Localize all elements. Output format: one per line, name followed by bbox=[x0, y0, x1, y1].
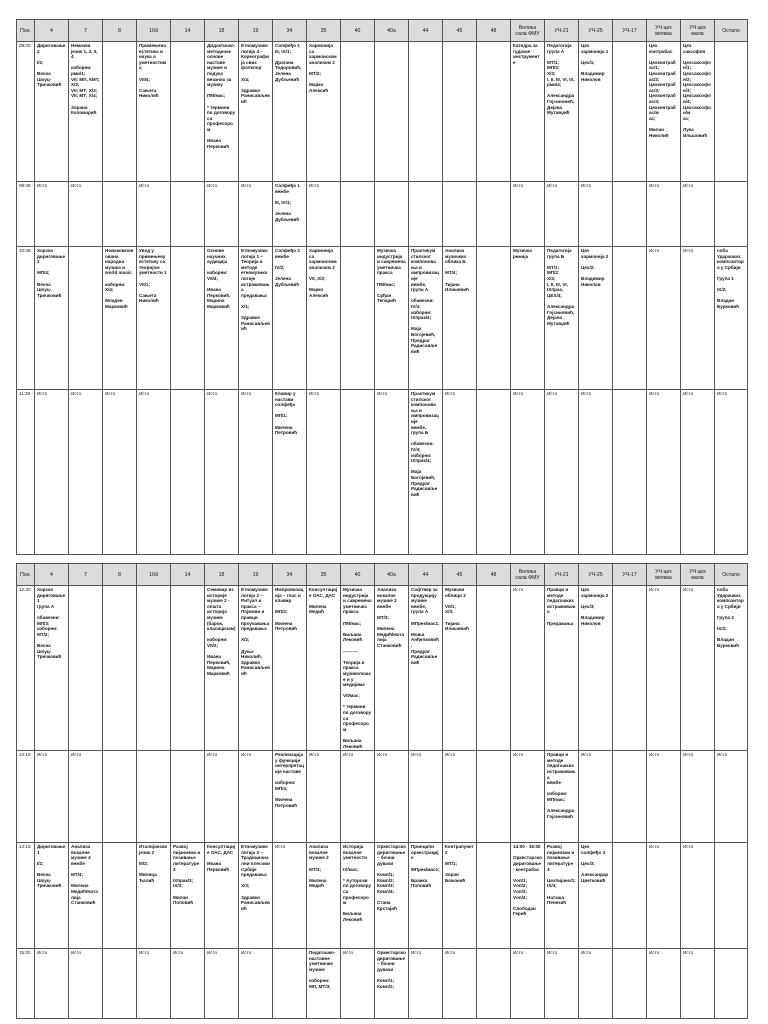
schedule-cell bbox=[69, 247, 103, 390]
schedule-cell: Примењена естетика и наука о уметностима VII/4; Сањета Николић bbox=[137, 42, 171, 182]
column-header: Остало bbox=[715, 20, 748, 42]
column-header: УЧ цех велика bbox=[647, 20, 681, 42]
column-header: УЧ-25 bbox=[579, 564, 613, 586]
time-cell: 13:15 bbox=[17, 751, 35, 843]
schedule-cell: Исто bbox=[511, 949, 545, 1019]
schedule-cell bbox=[477, 182, 511, 247]
schedule-cell bbox=[103, 586, 137, 751]
schedule-cell: Италијански језик 2 III/2; Милица Ћалић bbox=[137, 843, 171, 949]
schedule-cell bbox=[613, 949, 647, 1019]
schedule-cell bbox=[103, 751, 137, 843]
table-row bbox=[17, 843, 748, 949]
column-header: 45 bbox=[443, 564, 477, 586]
schedule-cell bbox=[103, 182, 137, 247]
schedule-cell: Цех солфеђо 3 Цех/3; Александар Цветковић bbox=[579, 843, 613, 949]
column-header: Велика сала ФМУ bbox=[511, 564, 545, 586]
schedule-cell: Солфеђо 1 III, IX/1; Драгана Тодоровић, Јелена Дубљевић bbox=[273, 42, 307, 182]
table-row bbox=[17, 42, 748, 182]
schedule-cell: Исто bbox=[511, 182, 545, 247]
schedule-cell: 14:00 - 16:00 Оркестарско дириговање - контрабас Vоп/1; Vоп/2; Vоп/3; Vоп/4; Слободан Герић bbox=[511, 843, 545, 949]
schedule-cell: Исто bbox=[205, 390, 239, 555]
schedule-cell: Исто bbox=[341, 949, 375, 1019]
time-cell: 12:30 bbox=[17, 586, 35, 751]
schedule-cell bbox=[103, 949, 137, 1019]
column-header: Велика сала ФМУ bbox=[511, 20, 545, 42]
schedule-cell: Дириговање 2 I/2; Весна Шоуц-Тричковић bbox=[35, 42, 69, 182]
schedule-cell bbox=[409, 42, 443, 182]
schedule-cell: Исто bbox=[69, 182, 103, 247]
schedule-cell bbox=[477, 949, 511, 1019]
schedule-cell: Исто bbox=[341, 751, 375, 843]
schedule-cell: Анализа музичких облика Б МТ/4; Тијана Илишевић bbox=[443, 247, 477, 390]
table-row bbox=[17, 390, 748, 555]
time-cell: 09:45 bbox=[17, 182, 35, 247]
schedule-cell bbox=[171, 42, 205, 182]
schedule-cell: Исто bbox=[647, 586, 681, 751]
schedule-cell: Исто bbox=[205, 949, 239, 1019]
schedule-cell: Исто bbox=[681, 843, 715, 949]
schedule-cell: Развој пијанизма и позивање литературе 3 Цехпијано/1; IX/4; Наташа Пенезић bbox=[545, 843, 579, 949]
schedule-cell: Консултације ОАС, ДАС Милена Медић bbox=[307, 586, 341, 751]
table-row bbox=[17, 586, 748, 751]
schedule-cell: Импровизација – глас и клавир МП/2; Милена Петровић bbox=[273, 586, 307, 751]
column-header: Пон. bbox=[17, 564, 35, 586]
schedule-cell: Исто bbox=[69, 390, 103, 555]
column-header: 14 bbox=[171, 20, 205, 42]
schedule-cell: Исто bbox=[239, 949, 273, 1019]
schedule-cell bbox=[613, 843, 647, 949]
schedule-cell bbox=[409, 182, 443, 247]
schedule-cell: Практикум стилског компоновања и импровизације вежбе, група Б обавезни: IV/4; изборни: IXпрак/4; Маја Богојевић, Предраг Радисављевић bbox=[409, 390, 443, 555]
schedule-cell bbox=[171, 586, 205, 751]
schedule-cell bbox=[477, 586, 511, 751]
schedule-cell: Цех хармонија 2 Цех/2; Владимир Николов bbox=[579, 247, 613, 390]
schedule-cell bbox=[341, 247, 375, 390]
schedule-cell: Исто bbox=[681, 949, 715, 1019]
column-header: 45 bbox=[443, 20, 477, 42]
schedule-cell: Исто bbox=[205, 751, 239, 843]
schedule-cell: Исто bbox=[239, 751, 273, 843]
schedule-cell bbox=[715, 843, 748, 949]
schedule-cell: Исто bbox=[681, 182, 715, 247]
schedule-cell: Исто bbox=[511, 751, 545, 843]
schedule-cell: Хармонија са хармонском анализом 2 МТ/2; Марко Алексић bbox=[307, 42, 341, 182]
column-header: 7 bbox=[69, 564, 103, 586]
schedule-cell: Увод у примењену естетику са теоријом уметности 1 VII/1; Сањета Николић bbox=[137, 247, 171, 390]
schedule-cell bbox=[375, 182, 409, 247]
column-header: УЧ-17 bbox=[613, 564, 647, 586]
table-row bbox=[17, 247, 748, 390]
schedule-cell bbox=[715, 182, 748, 247]
schedule-cell: Музички облици 2 VII/1; X/3; Тијана Илишевић bbox=[443, 586, 477, 751]
schedule-cell: Исто bbox=[35, 949, 69, 1019]
column-header: 14 bbox=[171, 564, 205, 586]
schedule-cell: Хорско дириговање 2 МП/4; Весна Шоуц-Тричковић bbox=[35, 247, 69, 390]
schedule-sheet-2 bbox=[16, 563, 747, 1019]
schedule-cell bbox=[171, 390, 205, 555]
schedule-cell: Исто bbox=[409, 751, 443, 843]
column-header: 48 bbox=[477, 20, 511, 42]
schedule-cell bbox=[613, 247, 647, 390]
column-header: 34 bbox=[273, 20, 307, 42]
schedule-cell: Исто bbox=[443, 949, 477, 1019]
schedule-cell: Исто bbox=[681, 247, 715, 390]
schedule-cell: Исто bbox=[715, 751, 748, 843]
schedule-cell: Анализа вокалне музике 4 вежбе МТ/4; Милена Медић/Ната лија Станковић bbox=[69, 843, 103, 949]
schedule-cell: Исто bbox=[103, 390, 137, 555]
schedule-cell: Немачки језик 1, 2, 3, 4 изборни: рми/1; VII; МП, КМТ, X/2; VII; МТ; X/3; VII; МТ; X/4; Зорана Коломарић bbox=[69, 42, 103, 182]
schedule-cell bbox=[613, 586, 647, 751]
schedule-cell bbox=[341, 42, 375, 182]
schedule-cell: Исто bbox=[239, 390, 273, 555]
schedule-cell: Хорско дириговање 1 група А обавезни: МП/3; изборни: МТ/2; Весна Шоуц-Тричковић bbox=[35, 586, 69, 751]
schedule-cell: Исто bbox=[715, 390, 748, 555]
table-row bbox=[17, 182, 748, 247]
column-header: 19 bbox=[239, 564, 273, 586]
schedule-cell: Оркестарско дириговање – бочни дувачи Комп/1; Комп/2; bbox=[375, 949, 409, 1019]
schedule-cell: Исто bbox=[647, 390, 681, 555]
schedule-cell: Солфеђо 1 вежбе III, IX/1; Јелена Дубљевић bbox=[273, 182, 307, 247]
schedule-cell: Реализација у функцији интерпретације наставе изборни: МП/4; Милена Петровић bbox=[273, 751, 307, 843]
column-header: 44 bbox=[409, 564, 443, 586]
column-header: 19 bbox=[239, 20, 273, 42]
schedule-cell: Солфеђо 2 вежбе IV/2; Јелена Дубљевић bbox=[273, 247, 307, 390]
schedule-cell bbox=[613, 182, 647, 247]
schedule-cell: Исто bbox=[681, 390, 715, 555]
schedule-cell: Етномузикологија 2 – Ритуал и пракса – Појмови и правци проучавања предавања X/2; Дуња Николић, Здравко Ранисављевић bbox=[239, 586, 273, 751]
schedule-cell: Цех контрабас Цехконтрабас/1; Цехконтрабас/2; Цехконтрабас/3; Цехконтрабас/4; Цехконтрабас/м ас; Милан Николић bbox=[647, 42, 681, 182]
schedule-cell bbox=[477, 247, 511, 390]
schedule-cell: Практикум стилског компоновања и импровизације вежбе, група А обавезни: IV/4; изборни: IXпрак/4; Маја Богојевић, Предраг Радисављевић bbox=[409, 247, 443, 390]
schedule-cell: Дириговање 1 I/2; Весна Шоуц-Тричковић bbox=[35, 843, 69, 949]
schedule-cell bbox=[171, 751, 205, 843]
schedule-cell: Исто bbox=[647, 751, 681, 843]
schedule-cell: Правци и методе педагошких истраживања вежбе изборни: МП/мас; Александра Гојсиновић bbox=[545, 751, 579, 843]
schedule-cell: Анализа вокалне музике 2 МТ/3; Милена Медић bbox=[307, 843, 341, 949]
schedule-cell: Исто bbox=[579, 390, 613, 555]
schedule-cell: Исто bbox=[69, 751, 103, 843]
column-header: 4 bbox=[35, 564, 69, 586]
schedule-cell: Исто bbox=[137, 390, 171, 555]
schedule-cell: Исто bbox=[579, 751, 613, 843]
schedule-cell bbox=[443, 42, 477, 182]
column-header: Пон. bbox=[17, 20, 35, 42]
schedule-cell: Контрапункт 2 МТ/1; Зоран Божанић bbox=[443, 843, 477, 949]
time-cell: 14:15 bbox=[17, 843, 35, 949]
schedule-cell: Исто bbox=[647, 182, 681, 247]
schedule-table-1 bbox=[16, 19, 748, 555]
column-header: 18 bbox=[205, 564, 239, 586]
schedule-cell bbox=[477, 42, 511, 182]
schedule-cell: Исто bbox=[239, 182, 273, 247]
schedule-cell bbox=[103, 42, 137, 182]
column-header: 7 bbox=[69, 20, 103, 42]
schedule-cell bbox=[613, 751, 647, 843]
schedule-cell bbox=[715, 949, 748, 1019]
schedule-cell bbox=[171, 247, 205, 390]
header-row bbox=[17, 564, 748, 586]
column-header: 40a bbox=[375, 20, 409, 42]
schedule-cell: Исто bbox=[137, 949, 171, 1019]
column-header: 40 bbox=[341, 20, 375, 42]
schedule-cell: Хармонија са хармонском анализом 2 VII, X/2; Марко Алексић bbox=[307, 247, 341, 390]
time-cell: 10:45 bbox=[17, 247, 35, 390]
schedule-cell: Етномузикологија 1 – Теорија и методе етномузикологије истраживања предавања X/1; Здравко Ранисављевић bbox=[239, 247, 273, 390]
schedule-cell: Правци и методе педагошких истраживања Предавања bbox=[545, 586, 579, 751]
schedule-cell: Исто bbox=[545, 182, 579, 247]
schedule-cell bbox=[341, 390, 375, 555]
column-header: УЧ цех мала bbox=[681, 564, 715, 586]
schedule-cell bbox=[137, 586, 171, 751]
schedule-cell: Исто bbox=[545, 390, 579, 555]
schedule-cell: Исто bbox=[375, 390, 409, 555]
schedule-cell bbox=[477, 843, 511, 949]
column-header: 4 bbox=[35, 20, 69, 42]
table-row bbox=[17, 949, 748, 1019]
column-header: 40a bbox=[375, 564, 409, 586]
schedule-cell: Исто bbox=[511, 586, 545, 751]
schedule-cell: Исто bbox=[409, 949, 443, 1019]
schedule-cell bbox=[613, 42, 647, 182]
schedule-cell bbox=[613, 390, 647, 555]
schedule-cell: Исто bbox=[681, 751, 715, 843]
schedule-cell: Дидактичко-методичке основе наставе музике и подука везаних за музику ПМ/мас; * термини по договору са професором Ивана Перковић bbox=[205, 42, 239, 182]
schedule-cell: соба Ударачких композитора у Србији Група 1 IX/2; Владан Бурковић bbox=[715, 247, 748, 390]
schedule-cell: Исто bbox=[579, 949, 613, 1019]
header-row bbox=[17, 20, 748, 42]
schedule-cell: Етномузикологија 4 – Кореографија свих фолклор X/4; Здравко Ранисављевић bbox=[239, 42, 273, 182]
schedule-cell: Исто bbox=[647, 949, 681, 1019]
column-header: 48 bbox=[477, 564, 511, 586]
schedule-cell: Исто bbox=[443, 751, 477, 843]
schedule-cell: Педагогија група Б МТ/1; МП/2; X/3; I, II, III, VI, IXпрак, ЦЕХ/4; Александра Гојсиновић, Дејана Мутавџић bbox=[545, 247, 579, 390]
schedule-cell bbox=[103, 843, 137, 949]
schedule-cell: Исто bbox=[545, 949, 579, 1019]
schedule-cell: Исто bbox=[35, 182, 69, 247]
schedule-cell: Исто bbox=[647, 843, 681, 949]
schedule-cell: Исто bbox=[137, 182, 171, 247]
schedule-cell: Исто bbox=[443, 390, 477, 555]
schedule-cell: Музичка индустрија и савремена уметничка пракса ПМ/мас; Биљана Лековић ---------- Теорија и пракса музиколошке и у медијима VII/мас; * термини по договору са професором Биљана Лековић bbox=[341, 586, 375, 751]
schedule-cell: Исто bbox=[69, 949, 103, 1019]
time-cell: 15:00 bbox=[17, 949, 35, 1019]
schedule-cell: Педагошко-наставне уметничке музике изборни: МП, МТ/3; bbox=[307, 949, 341, 1019]
column-header: УЧ-21 bbox=[545, 564, 579, 586]
schedule-cell: Развој пијанизма и позивање литературе 3 IXпрак/3; IX/3; Милан Поповић bbox=[171, 843, 205, 949]
schedule-cell: Исто bbox=[511, 390, 545, 555]
schedule-cell: Исто bbox=[681, 586, 715, 751]
schedule-cell: Исто bbox=[307, 390, 341, 555]
schedule-cell: Исто bbox=[375, 751, 409, 843]
schedule-cell: Етномузикологија 3 – Традиционални плесови Србије предавања X/3; Здравко Ранисављевић bbox=[239, 843, 273, 949]
schedule-cell: Исто bbox=[273, 843, 307, 949]
time-cell: 09:00 bbox=[17, 42, 35, 182]
schedule-cell: Оркестарско дириговање – бочни дувачи Комп/1; Комп/2; Комп/3; Комп/4; Стана Крстајић bbox=[375, 843, 409, 949]
column-header: Остало bbox=[715, 564, 748, 586]
schedule-cell: Катедра за гудачке инструменте bbox=[511, 42, 545, 182]
schedule-cell bbox=[273, 949, 307, 1019]
column-header: УЧ-17 bbox=[613, 20, 647, 42]
column-header: УЧ-25 bbox=[579, 20, 613, 42]
column-header: 10d bbox=[137, 20, 171, 42]
schedule-cell: Софтвер за продукцију музике вежбе, група А МПрек/мас1; Моња Анђелковић, Предраг Радисављевић bbox=[409, 586, 443, 751]
schedule-cell: Историја вокалне уметности IX/мас; * Ауторски по договору са професором Биљана Лековић bbox=[341, 843, 375, 949]
schedule-cell: соба Ударачких композитора у Србији Група 2 IX/2; Владан Бурковић bbox=[715, 586, 748, 751]
schedule-cell: Новокомпонована народна музика и world music изборни: X/4; Младен Марковић bbox=[103, 247, 137, 390]
schedule-cell: Клавир у настави солфеђа МП/1; Милена Петровић bbox=[273, 390, 307, 555]
schedule-cell bbox=[171, 182, 205, 247]
schedule-cell bbox=[477, 390, 511, 555]
schedule-cell: Исто bbox=[307, 182, 341, 247]
schedule-cell: Исто bbox=[205, 182, 239, 247]
schedule-cell: Исто bbox=[171, 949, 205, 1019]
schedule-cell: Цех хармонија 1 Цех/1; Владимир Николов bbox=[579, 42, 613, 182]
schedule-cell: Семинар из историје музике 2 - општа историја музике (барок, класицизам) изборни: VII/2; Ивана Перковић, Марина Марковић bbox=[205, 586, 239, 751]
time-cell: 11:30 bbox=[17, 390, 35, 555]
schedule-cell: Исто bbox=[307, 751, 341, 843]
column-header: 35 bbox=[307, 20, 341, 42]
schedule-cell: Исто bbox=[35, 751, 69, 843]
schedule-cell: Консултације ОАС, ДАС Ивана Перковић bbox=[205, 843, 239, 949]
column-header: 8 bbox=[103, 564, 137, 586]
schedule-cell: Анализа вокалне музике 2 вежбе МТ/3; Милена Медић/Ната лија Станковић bbox=[375, 586, 409, 751]
schedule-table-2 bbox=[16, 563, 748, 1019]
column-header: 44 bbox=[409, 20, 443, 42]
schedule-cell: Музичка режија bbox=[511, 247, 545, 390]
schedule-cell: Педагогија група А МТ/1; МП/2; X/3; I, II, III, VI, IX, рми/4; Александра Гојсиновић, Дејана Мутавџић bbox=[545, 42, 579, 182]
schedule-cell: Исто bbox=[35, 390, 69, 555]
column-header: УЧ цех мала bbox=[681, 20, 715, 42]
schedule-cell: Исто bbox=[647, 247, 681, 390]
schedule-cell bbox=[443, 182, 477, 247]
column-header: 10d bbox=[137, 564, 171, 586]
schedule-cell bbox=[341, 182, 375, 247]
schedule-cell: Музичка индустрија и савремена уметничка пракса ПМ/мас; Срђан Тепарић bbox=[375, 247, 409, 390]
table-row bbox=[17, 751, 748, 843]
column-header: 18 bbox=[205, 20, 239, 42]
schedule-cell bbox=[69, 586, 103, 751]
schedule-cell: Принципи оркестрације МПрек/мас1; Бранка Поповић bbox=[409, 843, 443, 949]
column-header: 35 bbox=[307, 564, 341, 586]
schedule-cell bbox=[477, 751, 511, 843]
schedule-cell bbox=[375, 42, 409, 182]
schedule-cell: Цех хармонија 2 Цех/3; Владимир Николов bbox=[579, 586, 613, 751]
schedule-cell: Цех саксофон Цехсаксофон/1; Цехсаксофон/2; Цехсаксофон/3; Цехсаксофон/4; Цехсаксофон/м ас; Лука Ильшовић bbox=[681, 42, 715, 182]
column-header: 8 bbox=[103, 20, 137, 42]
column-header: 34 bbox=[273, 564, 307, 586]
schedule-cell: Исто bbox=[579, 182, 613, 247]
schedule-cell bbox=[137, 751, 171, 843]
column-header: 40 bbox=[341, 564, 375, 586]
column-header: УЧ-21 bbox=[545, 20, 579, 42]
column-header: УЧ цех велика bbox=[647, 564, 681, 586]
schedule-cell bbox=[715, 42, 748, 182]
schedule-cell: Основе научних аудиција изборни: VII/4; Ивана Перковић, Марина Марковић bbox=[205, 247, 239, 390]
schedule-sheet-1 bbox=[16, 19, 747, 555]
